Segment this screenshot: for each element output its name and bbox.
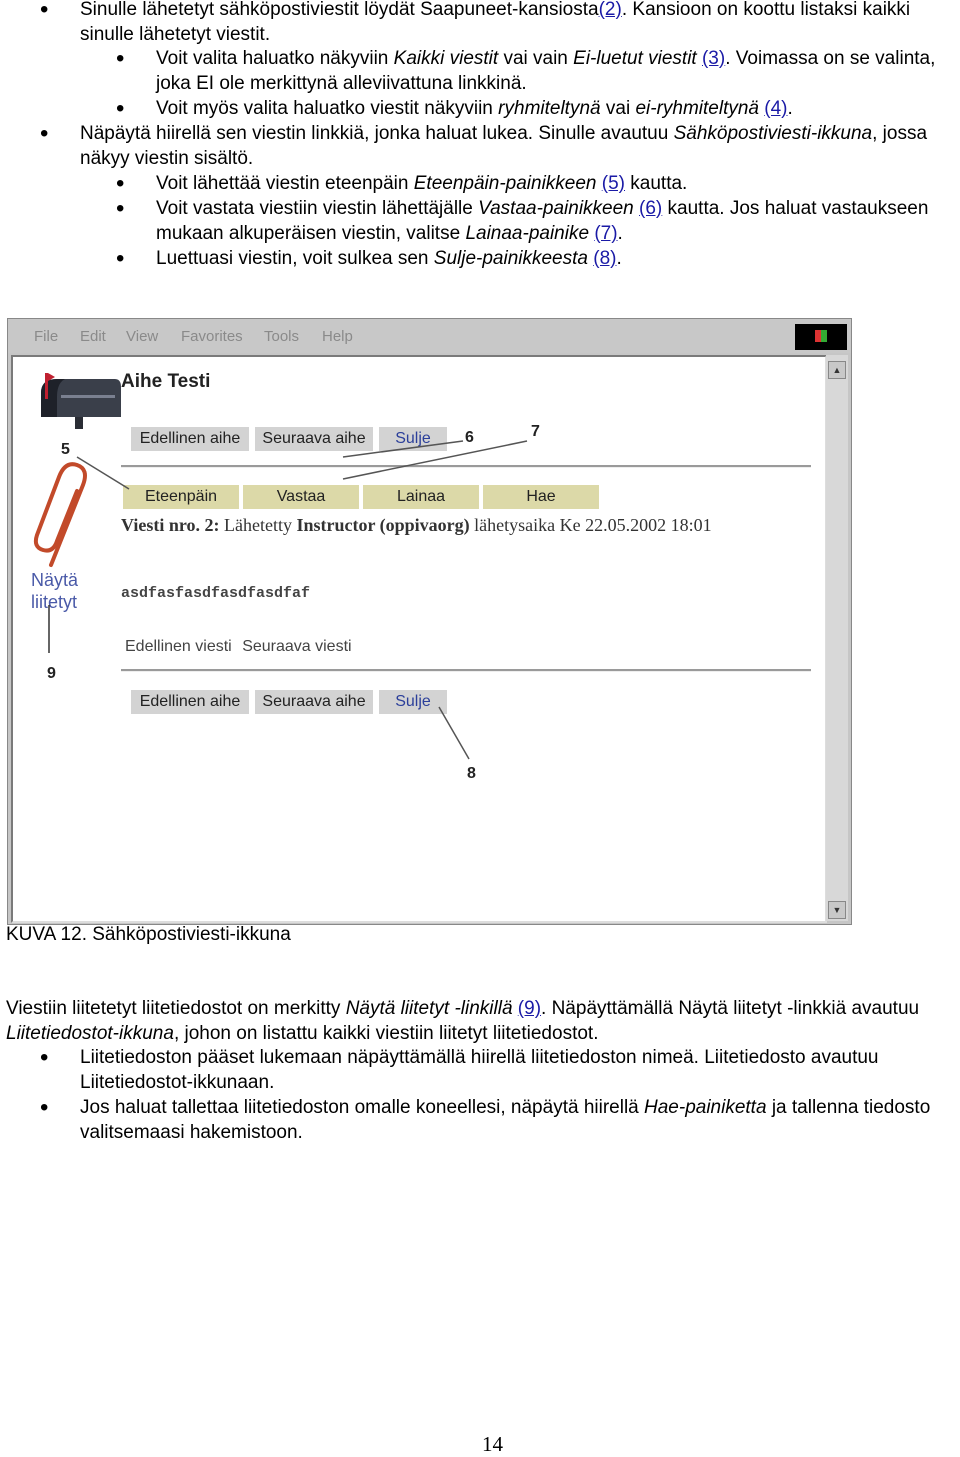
fetch-button[interactable]: Hae	[483, 485, 599, 509]
callout-6: 6	[465, 429, 474, 446]
quote-button[interactable]: Lainaa	[363, 485, 479, 509]
previous-message-link[interactable]: Edellinen viesti	[125, 638, 232, 655]
callout-9: 9	[47, 665, 56, 682]
bullet-forward: • Voit lähettää viestin eteenpäin Eteenpäin-painikkeen (5) kautta.	[156, 171, 946, 196]
bullet-filter: • Voit valita haluatko näkyviin Kaikki viestit vai vain Ei-luetut viestit (3). Voimassa on se valinta, joka EI ole merkittynä alleviivattuna linkkinä.	[156, 46, 946, 96]
next-topic-button-bottom[interactable]: Seuraava aihe	[255, 690, 373, 714]
message-header: Viesti nro. 2: Lähetetty Instructor (oppivaorg) lähetysaika Ke 22.05.2002 18:01	[121, 515, 712, 535]
ref-4-link[interactable]: (4)	[764, 98, 788, 119]
subject-heading: Aihe Testi	[121, 371, 211, 392]
ref-5-link[interactable]: (5)	[601, 173, 626, 194]
menu-help[interactable]: Help	[322, 328, 353, 345]
email-window-screenshot	[7, 318, 852, 925]
windows-logo-icon	[795, 324, 847, 350]
callout-lines	[13, 357, 825, 921]
ref-6-link[interactable]: (6)	[639, 198, 663, 219]
figure-caption: KUVA 12. Sähköpostiviesti-ikkuna	[6, 924, 291, 945]
show-attachments-link[interactable]: Näytä liitetyt	[31, 570, 79, 612]
forward-button[interactable]: Eteenpäin	[123, 485, 239, 509]
intro-list-2	[80, 121, 958, 171]
ref-8-link[interactable]: (8)	[593, 248, 617, 269]
vertical-scrollbar[interactable]	[826, 355, 848, 921]
menu-view[interactable]: View	[126, 328, 159, 345]
menu-edit[interactable]: Edit	[80, 328, 106, 345]
menu-bar	[8, 319, 851, 353]
reply-button[interactable]: Vastaa	[243, 485, 359, 509]
scroll-up-icon[interactable]: ▲	[828, 361, 846, 379]
ref-9-link[interactable]: (9)	[517, 998, 542, 1019]
next-topic-button[interactable]: Seuraava aihe	[255, 427, 373, 451]
attachments-paragraph: Viestiin liitetetyt liitetiedostot on merkitty Näytä liitetyt -linkillä (9). Näpäyttämällä Näytä liitetyt -linkkiä avautuu Liitetiedostot-ikkuna, johon on listattu kaikki viestiin liitetyt liitetiedostot.	[6, 998, 920, 1044]
menu-favorites[interactable]: Favorites	[181, 328, 243, 345]
callout-8: 8	[467, 765, 476, 782]
callout-5: 5	[61, 441, 70, 458]
ref-3-link[interactable]: (3)	[701, 48, 726, 69]
next-message-link[interactable]: Seuraava viesti	[242, 638, 352, 655]
ref-7-link[interactable]: (7)	[594, 223, 618, 244]
scroll-down-icon[interactable]: ▼	[828, 901, 846, 919]
ref-2-link[interactable]: (2)	[598, 0, 622, 20]
menu-tools[interactable]: Tools	[264, 328, 300, 345]
message-body: asdfasfasdfasdfasdfaf	[121, 585, 311, 602]
bullet-open-attachment: • Liitetiedoston pääset lukemaan näpäyttämällä hiirellä liitetiedoston nimeä. Liitetiedosto avautuu Liitetiedostot-ikkunaan.	[80, 1045, 958, 1095]
callout-7: 7	[531, 423, 540, 440]
message-pane	[11, 355, 827, 923]
bullet-grouping: • Voit myös valita haluatko viestit näkyviin ryhmiteltynä vai ei-ryhmiteltynä (4).	[156, 96, 946, 121]
intro-list	[80, 0, 958, 47]
previous-topic-button-bottom[interactable]: Edellinen aihe	[131, 690, 249, 714]
bullet-reply: • Voit vastata viestiin viestin lähettäjälle Vastaa-painikkeen (6) kautta. Jos haluat vastaukseen mukaan alkuperäisen viestin, valitse Lainaa-painike (7).	[156, 196, 946, 246]
previous-topic-button[interactable]: Edellinen aihe	[131, 427, 249, 451]
close-button[interactable]: Sulje	[379, 427, 447, 451]
bullet-save-attachment: • Jos haluat tallettaa liitetiedoston omalle koneellesi, näpäytä hiirellä Hae-painiketta ja tallenna tiedosto valitsemaasi hakemistoon.	[80, 1095, 958, 1145]
close-button-bottom[interactable]: Sulje	[379, 690, 447, 714]
bullet-inbox: • Sinulle lähetetyt sähköpostiviestit löydät Saapuneet-kansiosta(2). Kansioon on koottu listaksi kaikki sinulle lähetetyt viestit.	[80, 0, 958, 47]
bullet-open-message: • Näpäytä hiirellä sen viestin linkkiä, jonka haluat lukea. Sinulle avautuu Sähköpostiviesti-ikkuna, jossa näkyy viestin sisältö.	[80, 121, 958, 171]
page-number: 14	[482, 1432, 503, 1456]
sub-list-1	[156, 46, 946, 121]
attachments-list	[80, 1045, 958, 1145]
sub-list-2	[156, 171, 946, 271]
menu-file[interactable]: File	[34, 328, 59, 345]
bullet-close: • Luettuasi viestin, voit sulkea sen Sulje-painikkeesta (8).	[156, 246, 946, 271]
